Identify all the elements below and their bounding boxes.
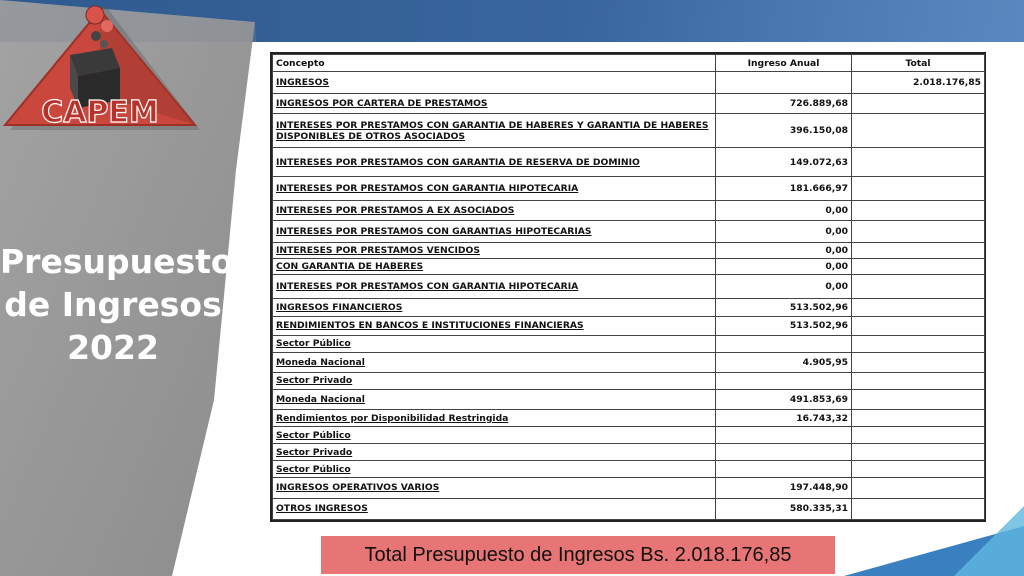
table-row (273, 94, 985, 114)
table-row (273, 200, 985, 220)
row-concepto: INGRESOS FINANCIEROS (273, 299, 716, 316)
row-ingreso-anual: 491.853,69 (716, 390, 852, 410)
row-ingreso-anual: 726.889,68 (716, 94, 852, 114)
row-ingreso-anual: 149.072,63 (716, 148, 852, 176)
table-row (273, 259, 985, 275)
row-ingreso-anual: 16.743,32 (716, 410, 852, 427)
row-total (852, 176, 985, 200)
capem-logo-text: CAPEM (41, 95, 159, 130)
slide-title-line1: Presupuesto (0, 242, 234, 281)
table-row (273, 444, 985, 461)
table-row (273, 352, 985, 372)
row-total: 2.018.176,85 (852, 72, 985, 94)
row-concepto: Sector Público (273, 461, 716, 477)
row-ingreso-anual (716, 72, 852, 94)
row-concepto: INTERESES POR PRESTAMOS CON GARANTIA HIPOTECARIA (273, 176, 716, 200)
slide-title-line3: 2022 (67, 328, 159, 367)
row-ingreso-anual: 396.150,08 (716, 114, 852, 148)
capem-logo (0, 0, 210, 150)
row-ingreso-anual: 580.335,31 (716, 498, 852, 519)
row-concepto: INTERESES POR PRESTAMOS CON GARANTIAS HIPOTECARIAS (273, 220, 716, 242)
table-row (273, 243, 985, 259)
row-concepto: CON GARANTIA DE HABERES (273, 259, 716, 275)
row-total (852, 220, 985, 242)
row-ingreso-anual: 0,00 (716, 275, 852, 299)
row-concepto: INGRESOS POR CARTERA DE PRESTAMOS (273, 94, 716, 114)
row-concepto: Sector Público (273, 427, 716, 444)
row-concepto: Moneda Nacional (273, 352, 716, 372)
row-total (852, 427, 985, 444)
table-row (273, 335, 985, 352)
row-total (852, 114, 985, 148)
row-total (852, 259, 985, 275)
row-ingreso-anual (716, 335, 852, 352)
row-ingreso-anual (716, 427, 852, 444)
row-concepto: Rendimientos por Disponibilidad Restringida (273, 410, 716, 427)
row-total (852, 94, 985, 114)
row-ingreso-anual: 0,00 (716, 200, 852, 220)
row-concepto: OTROS INGRESOS (273, 498, 716, 519)
row-concepto: Sector Privado (273, 372, 716, 389)
row-ingreso-anual: 0,00 (716, 259, 852, 275)
row-total (852, 200, 985, 220)
table-header-row (273, 55, 985, 72)
table-row (273, 114, 985, 148)
row-concepto: INTERESES POR PRESTAMOS CON GARANTIA DE RESERVA DE DOMINIO (273, 148, 716, 176)
table-row (273, 477, 985, 498)
table-row (273, 390, 985, 410)
row-total (852, 372, 985, 389)
row-total (852, 316, 985, 335)
row-ingreso-anual (716, 461, 852, 477)
row-total (852, 498, 985, 519)
header-concepto: Concepto (273, 55, 716, 72)
table-row (273, 498, 985, 519)
row-ingreso-anual: 0,00 (716, 220, 852, 242)
row-total (852, 390, 985, 410)
table-row (273, 299, 985, 316)
table-row (273, 461, 985, 477)
row-concepto: INTERESES POR PRESTAMOS A EX ASOCIADOS (273, 200, 716, 220)
row-concepto: Sector Privado (273, 444, 716, 461)
table-row (273, 148, 985, 176)
row-ingreso-anual: 4.905,95 (716, 352, 852, 372)
row-concepto: INGRESOS OPERATIVOS VARIOS (273, 477, 716, 498)
table-row (273, 176, 985, 200)
side-panel (0, 0, 260, 576)
table-row (273, 410, 985, 427)
row-total (852, 335, 985, 352)
row-concepto: Sector Público (273, 335, 716, 352)
table-row (273, 220, 985, 242)
row-concepto: INGRESOS (273, 72, 716, 94)
table-body (273, 72, 985, 520)
table-row (273, 372, 985, 389)
table-row (273, 72, 985, 94)
row-concepto: INTERESES POR PRESTAMOS VENCIDOS (273, 243, 716, 259)
row-total (852, 410, 985, 427)
row-total (852, 352, 985, 372)
row-total (852, 275, 985, 299)
row-total (852, 243, 985, 259)
row-total (852, 299, 985, 316)
row-ingreso-anual (716, 372, 852, 389)
row-concepto: INTERESES POR PRESTAMOS CON GARANTIA DE HABERES Y GARANTIA DE HABERES DISPONIBLES DE OTROS ASOCIADOS (273, 114, 716, 148)
row-ingreso-anual: 197.448,90 (716, 477, 852, 498)
row-ingreso-anual: 0,00 (716, 243, 852, 259)
income-budget-table (270, 52, 986, 522)
header-ingreso-anual: Ingreso Anual (716, 55, 852, 72)
row-concepto: INTERESES POR PRESTAMOS CON GARANTIA HIPOTECARIA (273, 275, 716, 299)
row-total (852, 444, 985, 461)
row-total (852, 477, 985, 498)
table-row (273, 275, 985, 299)
table-row (273, 316, 985, 335)
slide-title (0, 240, 234, 369)
row-concepto: Moneda Nacional (273, 390, 716, 410)
row-concepto: RENDIMIENTOS EN BANCOS E INSTITUCIONES FINANCIERAS (273, 316, 716, 335)
row-ingreso-anual: 513.502,96 (716, 299, 852, 316)
total-banner: Total Presupuesto de Ingresos Bs. 2.018.176,85 (321, 536, 835, 574)
table-row (273, 427, 985, 444)
row-ingreso-anual (716, 444, 852, 461)
row-total (852, 461, 985, 477)
row-ingreso-anual: 181.666,97 (716, 176, 852, 200)
row-ingreso-anual: 513.502,96 (716, 316, 852, 335)
row-total (852, 148, 985, 176)
slide-title-line2: de Ingresos (4, 285, 222, 324)
header-total: Total (852, 55, 985, 72)
